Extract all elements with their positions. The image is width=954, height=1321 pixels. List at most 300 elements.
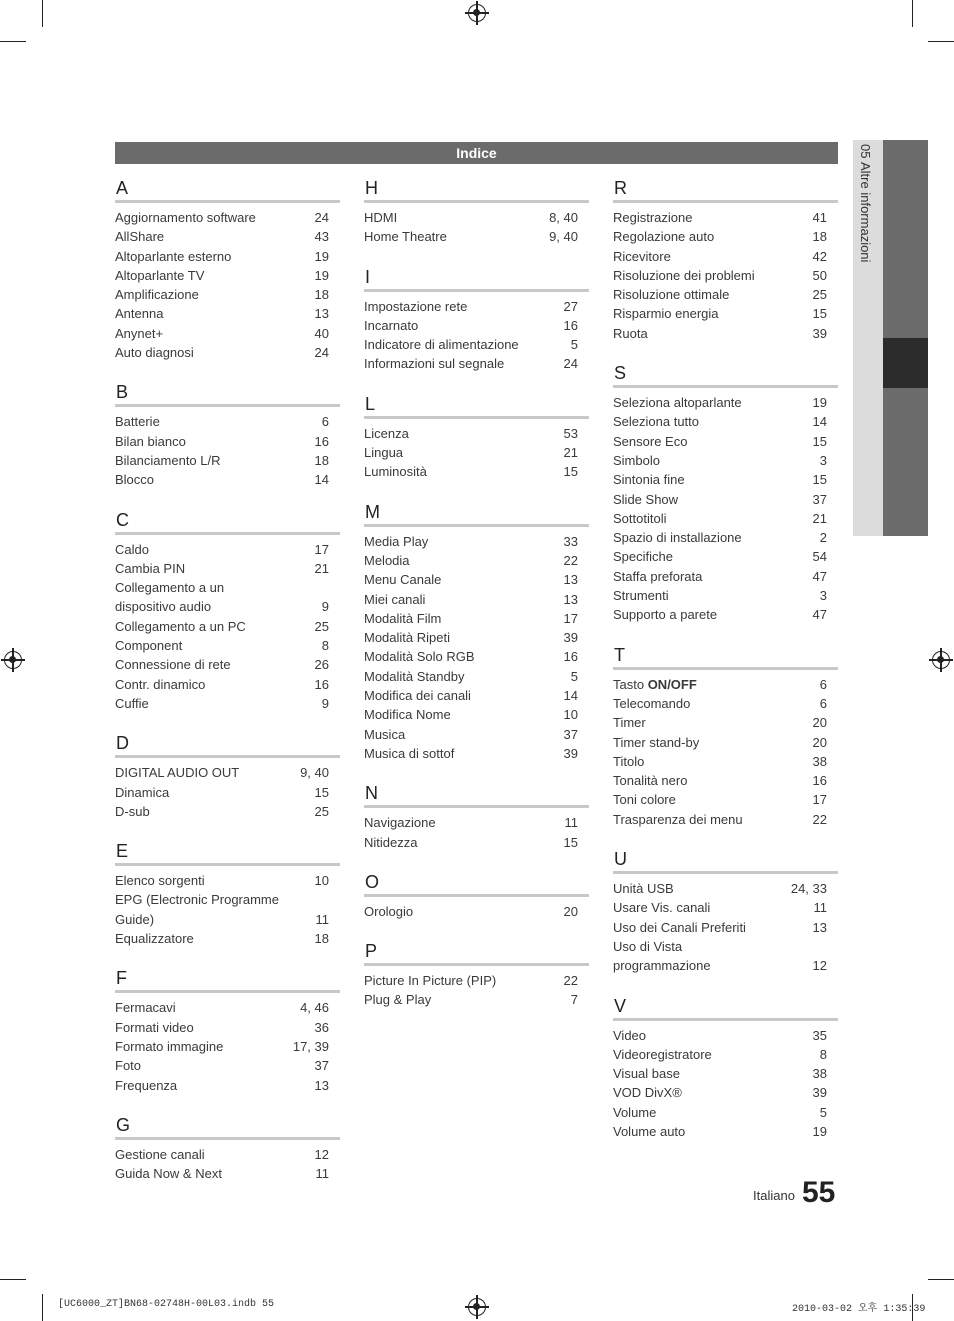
entry-page: 5 xyxy=(819,1104,827,1120)
entry-term: Licenza xyxy=(364,425,409,441)
chapter-title: Altre informazioni xyxy=(858,162,873,263)
index-entry xyxy=(364,227,578,246)
index-entry xyxy=(364,833,578,852)
entry-page: 3 xyxy=(819,588,827,604)
section-letter: N xyxy=(365,783,378,804)
entry-term: Videoregistratore xyxy=(613,1046,712,1062)
entry-page: 19 xyxy=(314,267,329,283)
entry-page: 37 xyxy=(314,1058,329,1074)
section-letter: D xyxy=(116,733,129,754)
entry-page: 5 xyxy=(570,337,578,353)
entry-page: 15 xyxy=(812,472,827,488)
entry-term: Titolo xyxy=(613,753,645,769)
entry-term: Collegamento a un dispositivo audio xyxy=(115,580,225,615)
crop-mark xyxy=(42,1294,43,1321)
entry-term: Incarnato xyxy=(364,317,419,333)
section-letter: S xyxy=(614,363,627,384)
entry-page: 39 xyxy=(812,1085,827,1101)
entry-page: 13 xyxy=(314,306,329,322)
index-entry xyxy=(115,890,329,929)
entry-page: 10 xyxy=(314,873,329,889)
index-entry xyxy=(115,871,329,890)
entry-term: Miei canali xyxy=(364,591,426,607)
index-section xyxy=(115,1115,340,1184)
section-divider xyxy=(613,385,838,388)
crop-mark xyxy=(42,0,43,27)
section-letter: E xyxy=(116,841,129,862)
entry-page: 24 xyxy=(563,356,578,372)
side-tab-label xyxy=(858,144,873,263)
entry-page: 17 xyxy=(314,541,329,557)
index-entry xyxy=(115,470,329,489)
entry-page: 21 xyxy=(314,560,329,576)
entry-term: Spazio di installazione xyxy=(613,530,742,546)
index-entry xyxy=(364,628,578,647)
entry-page: 9, 40 xyxy=(549,229,578,245)
entry-term: EPG (Electronic Programme Guide) xyxy=(115,892,279,927)
index-entry xyxy=(364,813,578,832)
index-entry xyxy=(613,810,827,829)
index-entry xyxy=(613,567,827,586)
entry-term: Foto xyxy=(115,1058,142,1074)
index-section xyxy=(613,178,838,343)
entry-term: Collegamento a un PC xyxy=(115,618,246,634)
entry-term: Sensore Eco xyxy=(613,433,688,449)
entry-term: Musica xyxy=(364,726,406,742)
entry-page: 18 xyxy=(314,452,329,468)
index-entry xyxy=(613,451,827,470)
entry-term: Tasto ON/OFF xyxy=(613,676,697,692)
entry-term: Formati video xyxy=(115,1019,194,1035)
entry-term: Modalità Film xyxy=(364,610,442,626)
entry-page: 21 xyxy=(812,510,827,526)
index-section xyxy=(613,996,838,1142)
entry-page: 16 xyxy=(314,433,329,449)
entry-page: 11 xyxy=(315,1166,329,1182)
index-entry xyxy=(364,647,578,666)
index-entry xyxy=(364,590,578,609)
index-entry xyxy=(613,227,827,246)
entry-term: Dinamica xyxy=(115,784,170,800)
index-entry xyxy=(115,1056,329,1075)
section-letter: V xyxy=(614,995,627,1016)
entry-term: Picture In Picture (PIP) xyxy=(364,973,497,989)
registration-mark-icon xyxy=(4,651,22,669)
entry-term: Modifica dei canali xyxy=(364,688,471,704)
index-section xyxy=(364,872,589,921)
index-section xyxy=(364,783,589,852)
entry-term: Strumenti xyxy=(613,588,669,604)
entry-page: 8 xyxy=(819,1046,827,1062)
print-slug-right: 2010-03-02 오후 1:35:39 xyxy=(792,1304,926,1315)
section-letter: M xyxy=(365,501,380,522)
index-entry xyxy=(115,285,329,304)
section-divider xyxy=(364,963,589,966)
index-section xyxy=(613,363,838,625)
section-letter: A xyxy=(116,178,129,198)
entry-term: Antenna xyxy=(115,306,164,322)
entry-term: Sintonia fine xyxy=(613,472,685,488)
index-entry xyxy=(115,578,329,617)
entry-term: Contr. dinamico xyxy=(115,676,206,692)
entry-term: Seleziona altoparlante xyxy=(613,395,742,411)
index-entry xyxy=(613,675,827,694)
index-entry xyxy=(115,783,329,802)
entry-term: Modalità Solo RGB xyxy=(364,649,475,665)
entry-page: 19 xyxy=(314,248,329,264)
entry-term: Ricevitore xyxy=(613,248,671,264)
entry-term: Formato immagine xyxy=(115,1038,224,1054)
crop-mark xyxy=(928,1279,954,1280)
entry-term: Risoluzione dei problemi xyxy=(613,267,755,283)
index-entry xyxy=(364,971,578,990)
entry-term: Batterie xyxy=(115,414,160,430)
entry-page: 47 xyxy=(812,607,827,623)
section-divider xyxy=(115,1137,340,1140)
index-entry xyxy=(364,570,578,589)
entry-page: 27 xyxy=(563,298,578,314)
entry-term: Orologio xyxy=(364,903,414,919)
index-entry xyxy=(115,559,329,578)
index-entry xyxy=(115,247,329,266)
entry-page: 6 xyxy=(819,676,827,692)
entry-page: 22 xyxy=(812,811,827,827)
entry-page: 39 xyxy=(563,630,578,646)
index-entry xyxy=(364,990,578,1009)
section-letter: U xyxy=(614,849,627,870)
entry-page: 12 xyxy=(812,958,827,974)
index-entry xyxy=(613,694,827,713)
entry-page: 10 xyxy=(563,707,578,723)
entry-page: 24 xyxy=(314,210,329,225)
entry-term: Impostazione rete xyxy=(364,298,468,314)
index-entry xyxy=(613,304,827,323)
index-entry xyxy=(364,335,578,354)
entry-term: Gestione canali xyxy=(115,1146,205,1162)
entry-term: Caldo xyxy=(115,541,149,557)
entry-page: 35 xyxy=(812,1027,827,1043)
entry-term: Toni colore xyxy=(613,792,676,808)
index-entry xyxy=(115,998,329,1017)
index-entry xyxy=(613,432,827,451)
entry-page: 50 xyxy=(812,267,827,283)
entry-page: 16 xyxy=(314,676,329,692)
index-entry xyxy=(613,605,827,624)
index-entry xyxy=(613,1064,827,1083)
index-entry xyxy=(115,655,329,674)
entry-page: 11 xyxy=(813,900,827,916)
entry-page: 17 xyxy=(812,792,827,808)
index-entry xyxy=(364,354,578,373)
entry-term: Amplificazione xyxy=(115,287,199,303)
index-entry xyxy=(115,1076,329,1095)
entry-term: Musica di sottof xyxy=(364,745,455,761)
entry-page: 11 xyxy=(564,815,578,831)
index-entry xyxy=(364,551,578,570)
entry-page: 38 xyxy=(812,753,827,769)
entry-page: 7 xyxy=(570,992,578,1008)
entry-term: Indicatore di alimentazione xyxy=(364,337,519,353)
entry-term: Usare Vis. canali xyxy=(613,900,711,916)
entry-page: 20 xyxy=(563,903,578,919)
entry-term: Component xyxy=(115,638,183,654)
entry-page: 16 xyxy=(563,649,578,665)
entry-page: 6 xyxy=(819,695,827,711)
index-entry xyxy=(613,1045,827,1064)
index-section xyxy=(613,645,838,829)
entry-term: Specifiche xyxy=(613,549,673,565)
index-entry xyxy=(613,937,827,976)
footer-language: Italiano xyxy=(753,1188,795,1203)
entry-term: Elenco sorgenti xyxy=(115,873,205,889)
index-entry xyxy=(613,1122,827,1141)
index-section xyxy=(364,502,589,764)
entry-term-bold: ON/OFF xyxy=(647,676,697,692)
entry-page: 18 xyxy=(812,229,827,245)
entry-term: Bilan bianco xyxy=(115,433,186,449)
entry-term: Risoluzione ottimale xyxy=(613,287,730,303)
index-entry xyxy=(115,343,329,362)
index-entry xyxy=(364,686,578,705)
index-entry xyxy=(613,752,827,771)
index-section xyxy=(364,941,589,1010)
index-entry xyxy=(115,1164,329,1183)
entry-term: Volume auto xyxy=(613,1123,686,1139)
entry-page: 15 xyxy=(563,464,578,480)
entry-page: 37 xyxy=(563,726,578,742)
section-divider xyxy=(115,863,340,866)
index-entry xyxy=(115,675,329,694)
entry-term: Regolazione auto xyxy=(613,229,715,245)
index-section xyxy=(115,968,340,1094)
entry-page: 39 xyxy=(812,325,827,341)
entry-page: 22 xyxy=(563,552,578,568)
entry-term: Frequenza xyxy=(115,1077,178,1093)
section-divider xyxy=(115,990,340,993)
entry-page: 20 xyxy=(812,734,827,750)
index-entry xyxy=(613,771,827,790)
entry-term: Navigazione xyxy=(364,815,436,831)
index-entry xyxy=(364,424,578,443)
index-entry xyxy=(613,586,827,605)
entry-page: 14 xyxy=(314,472,329,488)
entry-page: 6 xyxy=(321,414,329,430)
index-section xyxy=(364,267,589,374)
index-entry xyxy=(364,532,578,551)
section-divider xyxy=(613,667,838,670)
index-entry xyxy=(613,713,827,732)
entry-term: Tonalità nero xyxy=(613,773,688,789)
entry-term: Seleziona tutto xyxy=(613,414,700,430)
entry-term: Unità USB xyxy=(613,881,674,897)
entry-page: 8 xyxy=(321,638,329,654)
entry-term: Auto diagnosi xyxy=(115,345,194,361)
index-section xyxy=(613,849,838,975)
index-entry xyxy=(613,547,827,566)
entry-term: Timer stand-by xyxy=(613,734,700,750)
section-divider xyxy=(364,289,589,292)
index-section xyxy=(115,382,340,489)
entry-term: Timer xyxy=(613,715,646,731)
entry-page: 24, 33 xyxy=(790,881,827,897)
entry-term: Risparmio energia xyxy=(613,306,719,322)
index-entry xyxy=(115,636,329,655)
section-divider xyxy=(364,416,589,419)
index-section xyxy=(364,394,589,482)
entry-term: AllShare xyxy=(115,229,165,245)
entry-page: 24 xyxy=(314,345,329,361)
entry-page: 37 xyxy=(812,491,827,507)
index-column-3 xyxy=(613,178,838,1161)
entry-term: Media Play xyxy=(364,533,429,549)
entry-page: 54 xyxy=(812,549,827,565)
entry-term: Modalità Standby xyxy=(364,668,465,684)
entry-term: Connessione di rete xyxy=(115,657,231,673)
section-letter: G xyxy=(116,1114,131,1135)
entry-term: Cuffie xyxy=(115,695,149,711)
entry-term: Anynet+ xyxy=(115,325,164,341)
entry-page: 42 xyxy=(812,248,827,264)
entry-page: 39 xyxy=(563,745,578,761)
index-entry xyxy=(364,316,578,335)
entry-page: 14 xyxy=(563,688,578,704)
index-entry xyxy=(613,393,827,412)
index-entry xyxy=(115,1037,329,1056)
section-divider xyxy=(364,200,589,203)
index-entry xyxy=(364,667,578,686)
section-letter: O xyxy=(365,871,380,892)
index-entry xyxy=(364,443,578,462)
crop-mark xyxy=(912,0,913,27)
entry-term: Altoparlante esterno xyxy=(115,248,232,264)
entry-page: 19 xyxy=(812,395,827,411)
index-section xyxy=(364,178,589,247)
entry-page: 15 xyxy=(812,433,827,449)
index-entry xyxy=(115,227,329,246)
crop-mark xyxy=(0,1279,26,1280)
section-divider xyxy=(115,755,340,758)
index-entry xyxy=(115,412,329,431)
entry-page: 15 xyxy=(314,784,329,800)
entry-term: Fermacavi xyxy=(115,1000,176,1016)
index-entry xyxy=(115,432,329,451)
entry-term: Sottotitoli xyxy=(613,510,667,526)
index-entry xyxy=(364,208,578,227)
entry-term: Uso dei Canali Preferiti xyxy=(613,919,746,935)
index-entry xyxy=(364,902,578,921)
entry-page: 21 xyxy=(563,445,578,461)
entry-page: 18 xyxy=(314,287,329,303)
entry-term: Lingua xyxy=(364,445,404,461)
page-number: 55 xyxy=(802,1176,836,1209)
entry-term: Altoparlante TV xyxy=(115,267,205,283)
entry-page: 20 xyxy=(812,715,827,731)
index-column-1 xyxy=(115,178,340,1203)
index-entry xyxy=(613,490,827,509)
entry-term: Luminosità xyxy=(364,464,427,480)
entry-page: 11 xyxy=(315,911,329,927)
index-entry xyxy=(115,617,329,636)
entry-page: 25 xyxy=(314,803,329,819)
entry-page: 25 xyxy=(314,618,329,634)
index-column-2 xyxy=(364,178,589,1030)
section-divider xyxy=(364,894,589,897)
entry-term: Registrazione xyxy=(613,210,693,225)
entry-term: Telecomando xyxy=(613,695,691,711)
index-entry xyxy=(115,451,329,470)
index-header: Indice xyxy=(115,142,838,164)
index-entry xyxy=(613,1103,827,1122)
registration-mark-icon xyxy=(468,4,486,22)
entry-page: 13 xyxy=(563,572,578,588)
entry-term: Nitidezza xyxy=(364,834,418,850)
entry-page: 4, 46 xyxy=(300,1000,329,1016)
index-entry xyxy=(115,763,329,782)
index-section xyxy=(115,510,340,714)
entry-page: 33 xyxy=(563,533,578,549)
entry-term: Supporto a parete xyxy=(613,607,718,623)
entry-page: 47 xyxy=(812,568,827,584)
entry-term: Bilanciamento L/R xyxy=(115,452,221,468)
index-entry xyxy=(115,694,329,713)
index-entry xyxy=(115,929,329,948)
entry-page: 53 xyxy=(563,425,578,441)
entry-page: 12 xyxy=(314,1146,329,1162)
registration-mark-icon xyxy=(468,1298,486,1316)
index-entry xyxy=(115,266,329,285)
entry-term: Slide Show xyxy=(613,491,679,507)
entry-term: Plug & Play xyxy=(364,992,432,1008)
index-entry xyxy=(364,297,578,316)
index-entry xyxy=(364,725,578,744)
entry-term: Informazioni sul segnale xyxy=(364,356,505,372)
index-entry xyxy=(613,266,827,285)
section-divider xyxy=(613,871,838,874)
entry-page: 13 xyxy=(314,1077,329,1093)
registration-mark-icon xyxy=(932,651,950,669)
entry-page: 43 xyxy=(314,229,329,245)
entry-page: 41 xyxy=(812,210,827,225)
entry-page: 22 xyxy=(563,973,578,989)
section-divider xyxy=(115,532,340,535)
crop-mark xyxy=(0,41,26,42)
section-letter: P xyxy=(365,941,378,962)
index-entry xyxy=(613,470,827,489)
index-entry xyxy=(115,540,329,559)
index-entry xyxy=(115,1145,329,1164)
section-letter: L xyxy=(365,393,376,414)
entry-page: 13 xyxy=(812,919,827,935)
entry-page: 16 xyxy=(563,317,578,333)
index-entry xyxy=(613,509,827,528)
entry-page: 5 xyxy=(570,668,578,684)
entry-term: Melodia xyxy=(364,552,410,568)
section-letter: B xyxy=(116,382,129,403)
section-letter: H xyxy=(365,178,378,198)
index-section xyxy=(115,841,340,948)
entry-page: 9 xyxy=(321,695,329,711)
index-entry xyxy=(613,733,827,752)
section-divider xyxy=(115,200,340,203)
entry-page: 2 xyxy=(819,530,827,546)
entry-term: Guida Now & Next xyxy=(115,1166,222,1182)
section-letter: F xyxy=(116,968,127,989)
entry-term: Simbolo xyxy=(613,452,660,468)
entry-page: 40 xyxy=(314,325,329,341)
index-entry xyxy=(613,1083,827,1102)
index-entry xyxy=(364,705,578,724)
entry-page: 26 xyxy=(314,657,329,673)
